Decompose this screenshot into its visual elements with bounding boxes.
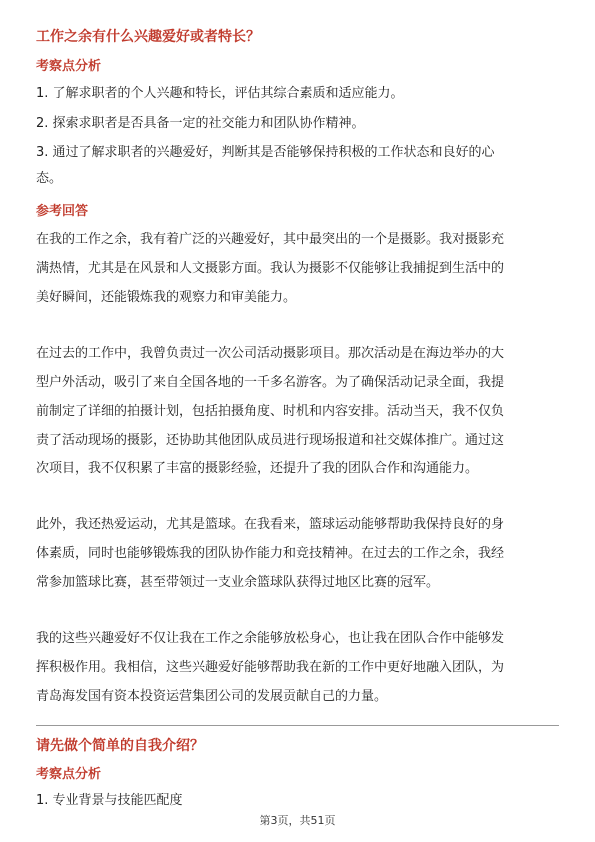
- analysis-item: 1. 了解求职者的个人兴趣和特长，评估其综合素质和适应能力。: [36, 86, 404, 101]
- analysis-item-continuation: 态。: [36, 171, 63, 186]
- answer-line: 青岛海发国有资本投资运营集团公司的发展贡献自己的力量。: [36, 689, 388, 704]
- answer-line: 常参加篮球比赛，甚至带领过一支业余篮球队获得过地区比赛的冠军。: [36, 575, 440, 590]
- answer-line: 次项目，我不仅积累了丰富的摄影经验，还提升了我的团队合作和沟通能力。: [36, 461, 479, 476]
- question-title: 工作之余有什么兴趣爱好或者特长？: [36, 29, 260, 45]
- answer-line: 此外，我还热爱运动，尤其是篮球。在我看来，篮球运动能够帮助我保持良好的身: [36, 517, 505, 532]
- analysis-heading: 考察点分析: [36, 767, 102, 782]
- answer-line: 责了活动现场的摄影，还协助其他团队成员进行现场报道和社交媒体推广。通过这: [36, 433, 505, 448]
- answer-line: 前制定了详细的拍摄计划，包括拍摄角度、时机和内容安排。活动当天，我不仅负: [36, 404, 505, 419]
- answer-line: 我的这些兴趣爱好不仅让我在工作之余能够放松身心，也让我在团队合作中能够发: [36, 631, 505, 646]
- analysis-heading: 考察点分析: [36, 59, 102, 74]
- answer-line: 美好瞬间，还能锻炼我的观察力和审美能力。: [36, 290, 297, 305]
- page-number: 第3页，共51页: [259, 814, 336, 827]
- answer-line: 挥积极作用。我相信，这些兴趣爱好能够帮助我在新的工作中更好地融入团队，为: [36, 660, 505, 675]
- answer-heading: 参考回答: [36, 204, 89, 219]
- answer-line: 在过去的工作中，我曾负责过一次公司活动摄影项目。那次活动是在海边举办的大: [36, 346, 505, 361]
- analysis-item: 3. 通过了解求职者的兴趣爱好，判断其是否能够保持积极的工作状态和良好的心: [36, 145, 495, 160]
- answer-line: 在我的工作之余，我有着广泛的兴趣爱好，其中最突出的一个是摄影。我对摄影充: [36, 232, 505, 247]
- section-divider: [36, 725, 559, 726]
- answer-line: 型户外活动，吸引了来自全国各地的一千多名游客。为了确保活动记录全面，我提: [36, 375, 505, 390]
- analysis-item: 2. 探索求职者是否具备一定的社交能力和团队协作精神。: [36, 116, 365, 131]
- analysis-item: 1. 专业背景与技能匹配度: [36, 793, 183, 808]
- answer-line: 满热情，尤其是在风景和人文摄影方面。我认为摄影不仅能够让我捕捉到生活中的: [36, 261, 505, 276]
- answer-line: 体素质，同时也能够锻炼我的团队协作能力和竞技精神。在过去的工作之余，我经: [36, 546, 505, 561]
- question-title: 请先做个简单的自我介绍？: [36, 738, 204, 754]
